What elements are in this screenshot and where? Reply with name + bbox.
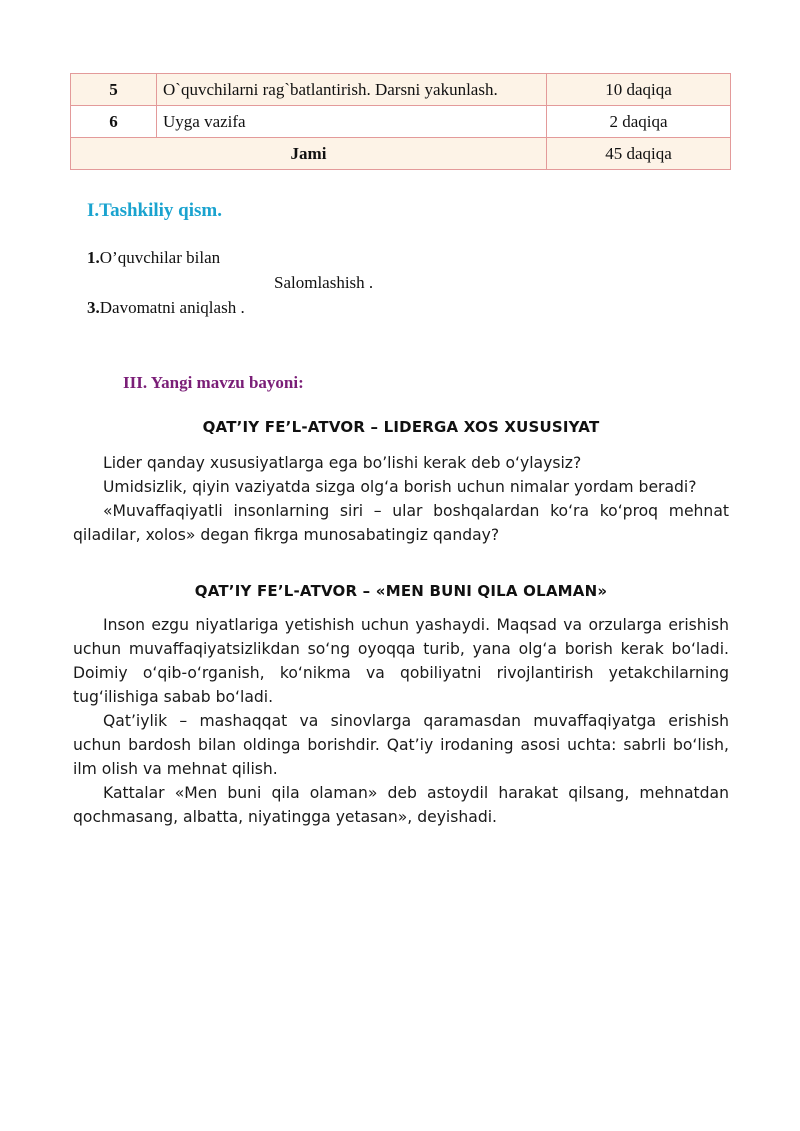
- book-paragraph: Kattalar «Men buni qila olaman» deb astoydil harakat qilsang, mehnatdan qochmasang, albatta, niyatingga yetasan», deyishadi.: [73, 784, 729, 826]
- book-block-1: [73, 451, 729, 547]
- row-time: 2 daqiqa: [547, 106, 731, 138]
- section-organizational-title: I.Tashkiliy qism.: [87, 200, 223, 221]
- book-heading-1: QAT’IY FE’L-ATVOR – LIDERGA XOS XUSUSIYAT: [202, 418, 600, 436]
- table-total-row: [71, 138, 731, 170]
- section-new-topic-title: III. Yangi mavzu bayoni:: [123, 373, 304, 392]
- table-row: [71, 74, 731, 106]
- book-paragraph: Umidsizlik, qiyin vaziyatda sizga olg‘a borish uchun nimalar yordam beradi?: [103, 478, 697, 496]
- total-time: 45 daqiqa: [547, 138, 731, 170]
- item-1-continuation: Salomlashish .: [274, 273, 374, 292]
- item-1-number: 1.: [87, 248, 100, 267]
- book-paragraph: Lider qanday xususiyatlarga ega bo’lishi kerak deb o‘ylaysiz?: [103, 454, 582, 472]
- book-block-2: [73, 613, 729, 829]
- book-paragraph: Qat’iylik – mashaqqat va sinovlarga qaramasdan muvaffaqiyatga erishish uchun bardosh bilan oldinga borishdir. Qat’iy irodaning asosi uchta: sabrli bo‘lish, ilm olish va mehnat qilish.: [73, 712, 729, 778]
- book-paragraph: «Muvaffaqiyatli insonlarning siri – ular boshqalardan ko‘ra ko‘proq mehnat qiladilar, xolos» degan fikrga munosabatingiz qanday?: [73, 502, 729, 544]
- item-3: [87, 298, 245, 318]
- item-3-number: 3.: [87, 298, 100, 317]
- row-description: Uyga vazifa: [157, 106, 547, 138]
- row-time: 10 daqiqa: [547, 74, 731, 106]
- item-1-text: O’quvchilar bilan: [99, 248, 221, 267]
- item-1: [87, 248, 220, 268]
- table-row: [71, 106, 731, 138]
- total-label: Jami: [71, 138, 547, 170]
- row-description: O`quvchilarni rag`batlantirish. Darsni yakunlash.: [157, 74, 547, 106]
- item-3-text: Davomatni aniqlash .: [99, 298, 245, 317]
- book-paragraph: Inson ezgu niyatlariga yetishish uchun yashaydi. Maqsad va orzularga erishish uchun muvaffaqiyatsizlikdan so‘ng oyoqqa turib, yana olg‘a borish kerak bo‘ladi. Doimiy o‘qib-o‘rganish, ko‘nikma va qobiliyatni rivojlantirish yetakchilarning tug‘ilishiga sabab bo‘ladi.: [73, 616, 729, 706]
- row-number: 6: [71, 106, 157, 138]
- row-number: 5: [71, 74, 157, 106]
- lesson-plan-table: [70, 73, 731, 170]
- book-heading-2: QAT’IY FE’L-ATVOR – «MEN BUNI QILA OLAMAN»: [194, 582, 608, 600]
